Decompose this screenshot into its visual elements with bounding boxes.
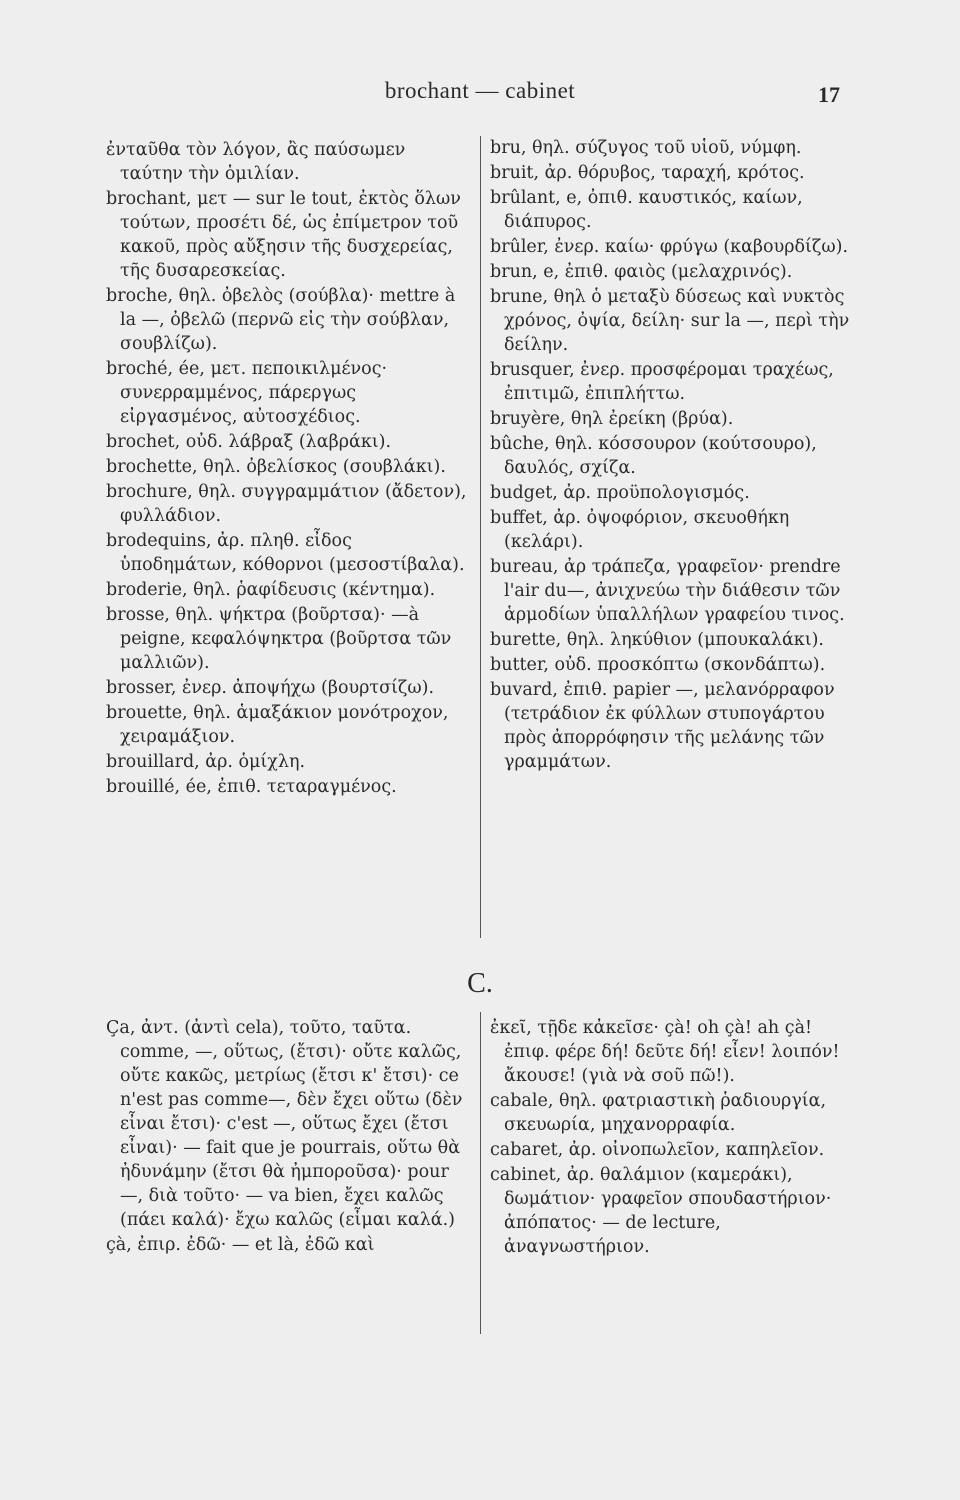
dictionary-entry: brosse, θηλ. ψήκτρα (βοῦρτσα)· —à peigne, κεφαλόψηκτρα (βοῦρτσα τῶν μαλλιῶν).: [106, 605, 452, 673]
running-head: brochant — cabinet: [384, 78, 576, 103]
dictionary-entry: buffet, ἀρ. ὀψοφόριον, σκευοθήκη (κελάρι).: [490, 508, 790, 552]
column-divider-top: [480, 136, 481, 938]
dictionary-entry: cabale, θηλ. φατριαστικὴ ῥαδιουργία, σκευωρία, μηχανορραφία.: [490, 1091, 827, 1135]
dictionary-entry: brouette, θηλ. ἁμαξάκιον μονότροχον, χειραμάξιον.: [106, 703, 449, 747]
dictionary-entry: brouillard, ἀρ. ὁμίχλη.: [106, 752, 306, 772]
column-left-bottom: [106, 1016, 472, 1258]
column-right-top: [490, 136, 852, 775]
dictionary-entry: çà, ἐπιρ. ἐδῶ· — et là, ἐδῶ καὶ: [106, 1235, 375, 1255]
dictionary-entry: cabaret, ἀρ. οἰνοπωλεῖον, καπηλεῖον.: [490, 1140, 825, 1160]
dictionary-entry: ἐνταῦθα τὸν λόγον, ἂς παύσωμεν ταύτην τὴν ὁμιλίαν.: [106, 140, 406, 184]
dictionary-entry: broderie, θηλ. ῥαφίδευσις (κέντημα).: [106, 580, 436, 600]
dictionary-entry: bruit, ἀρ. θόρυβος, ταραχή, κρότος.: [490, 163, 805, 183]
page-number: 17: [818, 82, 840, 107]
dictionary-entry: bruyère, θηλ ἐρείκη (βρύα).: [490, 409, 734, 429]
dictionary-entry: brochant, μετ — sur le tout, ἐκτὸς ὅλων τούτων, προσέτι δέ, ὡς ἐπίμετρον τοῦ κακοῦ, πρὸς αὔξησιν τῆς δυσχερείας, τῆς δυσαρεσκείας.: [106, 189, 461, 281]
dictionary-entry: bureau, ἀρ τράπεζα, γραφεῖον· prendre l'air du—, ἀνιχνεύω τὴν διάθεσιν τῶν ἁρμοδίων ὑπαλλήλων γραφείου τινος.: [490, 557, 845, 625]
dictionary-entry: brouillé, ée, ἐπιθ. τεταραγμένος.: [106, 777, 397, 797]
dictionary-entry: brun, e, ἐπιθ. φαιὸς (μελαχρινός).: [490, 262, 793, 282]
dictionary-entry: brûlant, e, ὀπιθ. καυστικός, καίων, διάπυρος.: [490, 188, 803, 232]
dictionary-entry: brochure, θηλ. συγγραμμάτιον (ἄδετον), φυλλάδιον.: [106, 482, 467, 526]
column-divider-bottom: [480, 1012, 481, 1334]
dictionary-entry: bûche, θηλ. κόσσουρον (κούτσουρο), δαυλός, σχίζα.: [490, 434, 817, 478]
dictionary-entry: buvard, ἐπιθ. papier —, μελανόρραφον (τετράδιον ἐκ φύλλων στυπογάρτου πρὸς ἀπορρόφησιν τῆς μελάνης τῶν γραμμάτων.: [490, 680, 835, 772]
dictionary-entry: burette, θηλ. ληκύθιον (μπουκαλάκι).: [490, 630, 824, 650]
dictionary-entry: broché, ée, μετ. πεποικιλμένος· συνερραμμένος, πάρεργως εἰργασμένος, αὐτοσχέδιος.: [106, 359, 388, 427]
dictionary-entry: butter, οὐδ. προσκόπτω (σκονδάπτω).: [490, 655, 826, 675]
dictionary-entry: cabinet, ἀρ. θαλάμιον (καμεράκι), δωμάτιον· γραφεῖον σπουδαστήριον· ἀπόπατος· — de lecture, ἀναγνωστήριον.: [490, 1165, 832, 1257]
dictionary-entry: brochette, θηλ. ὀβελίσκος (σουβλάκι).: [106, 457, 446, 477]
dictionary-entry: brosser, ἐνερ. ἀποψήχω (βουρτσίζω).: [106, 678, 435, 698]
dictionary-entry: Ça, ἀντ. (ἀντὶ cela), τοῦτο, ταῦτα. comme, —, οὕτως, (ἔτσι)· οὔτε καλῶς, οὔτε κακῶς, μετρίως (ἔτσι κ' ἔτσι)· ce n'est pas comme—, δὲν ἔχει οὕτω (δὲν εἶναι ἔτσι)· c'est —, οὕτως ἔχει (ἔτσι εἶναι)· — fait que je pourrais, οὕτω θὰ ἠδυνάμην (ἔτσι θὰ ἠμποροῦσα)· pour —, διὰ τοῦτο· — va bien, ἔχει καλῶς (πάει καλά)· ἔχω καλῶς (εἶμαι καλά.): [106, 1018, 463, 1230]
dictionary-entry: bru, θηλ. σύζυγος τοῦ υἱοῦ, νύμφη.: [490, 138, 802, 158]
dictionary-entry: brodequins, ἀρ. πληθ. εἶδος ὑποδημάτων, κόθορνοι (μεσοστίβαλα).: [106, 531, 465, 575]
dictionary-entry: broche, θηλ. ὀβελὸς (σούβλα)· mettre à la —, ὀβελῶ (περνῶ εἰς τὴν σούβλαν, σουβλίζω).: [106, 286, 456, 354]
dictionary-entry: brûler, ἐνερ. καίω· φρύγω (καβουρδίζω).: [490, 237, 849, 257]
dictionary-entry: budget, ἀρ. προϋπολογισμός.: [490, 483, 750, 503]
dictionary-entry: brochet, οὐδ. λάβραξ (λαβράκι).: [106, 432, 392, 452]
dictionary-entry: ἐκεῖ, τῇδε κἀκεῖσε· çà! oh çà! ah çà! ἐπιφ. φέρε δή! δεῦτε δή! εἶεν! λοιπόν! ἄκουσε! (γιὰ νὰ σοῦ πῶ!).: [490, 1018, 840, 1086]
dictionary-entry: brusquer, ἐνερ. προσφέρομαι τραχέως, ἐπιτιμῶ, ἐπιπλήττω.: [490, 360, 834, 404]
column-left-top: [106, 138, 472, 800]
dictionary-entry: brune, θηλ ὁ μεταξὺ δύσεως καὶ νυκτὸς χρόνος, ὀψία, δείλη· sur la —, περὶ τὴν δείλην.: [490, 287, 850, 355]
section-letter: C.: [467, 968, 493, 999]
column-right-bottom: [490, 1016, 852, 1260]
